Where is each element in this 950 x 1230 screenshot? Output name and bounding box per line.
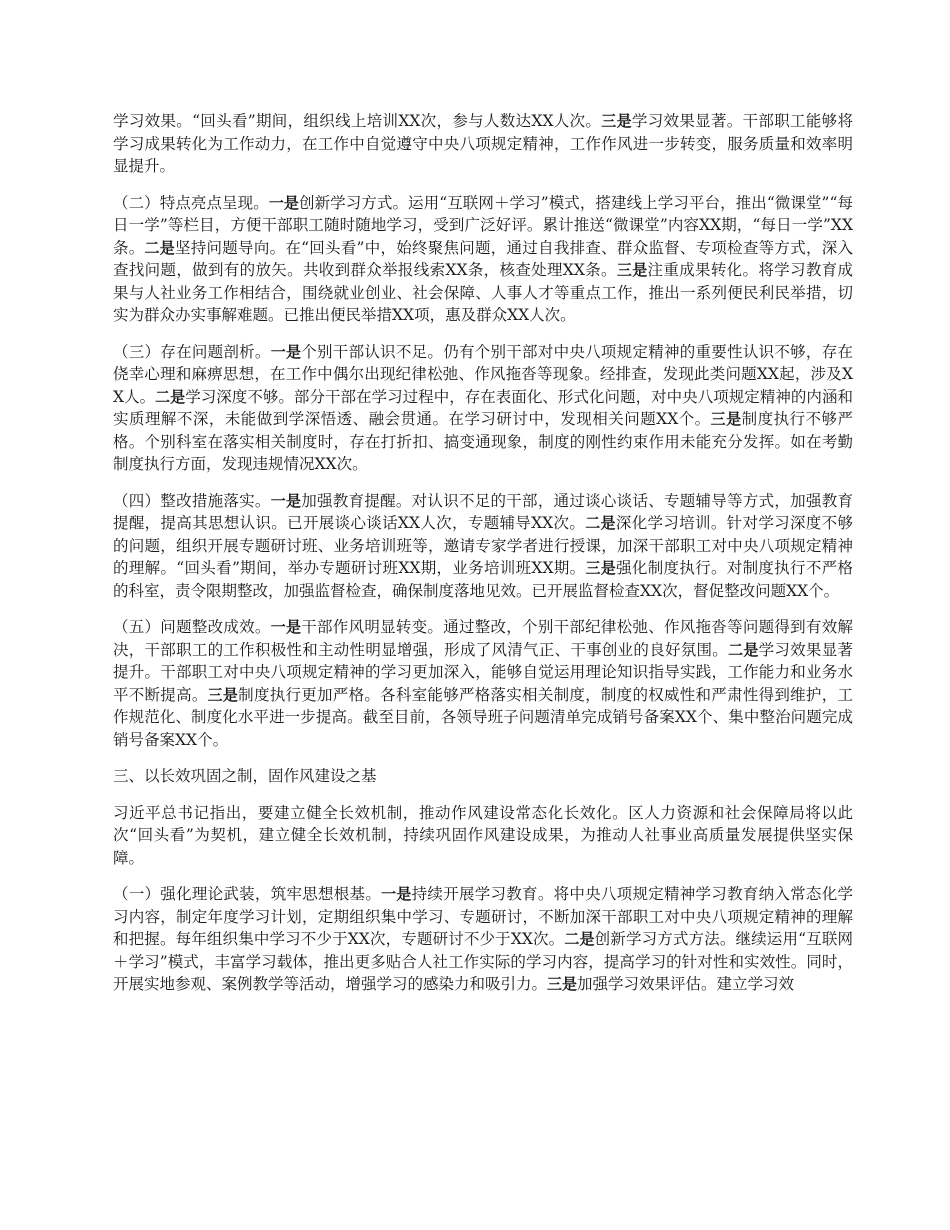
text-run: 制度执行不够严格。个别科室在落实相关制度时，存在打折扣、搞变通现象，制度的刚性约束作用未能充分发挥。如在考勤制度执行方面，发现违规情况XX次。 [113,410,853,473]
emphasis-marker: 三是 [547,975,578,993]
emphasis-marker: 三是 [601,112,632,130]
text-run: （四）整改措施落实。 [113,491,271,510]
emphasis-marker: 三是 [207,685,239,704]
text-run: 三、以长效巩固之制，固作风建设之基 [113,767,377,785]
text-run: （五）问题整改成效。 [113,618,271,636]
text-run: 加强学习效果评估。建立学习效 [577,975,795,993]
emphasis-marker: 二是 [144,238,176,257]
text-run: 创新学习方式方法。继续运用“互联网＋学习”模式，丰富学习载体，推出更多贴合人社工作实际的学习内容，提高学习的针对性和实效性。同时，开展实地参观、案例教学等活动，增强学习的感染力和吸引力。 [113,930,853,993]
text-run: 学习效果显著提升。干部职工对中央八项规定精神的学习更加深入，能够自觉运用理论知识指导实践，工作能力和业务水平不断提高。 [113,640,853,704]
emphasis-marker: 三是 [616,261,648,279]
emphasis-marker: 一是 [270,618,302,636]
emphasis-marker: 二是 [155,387,186,406]
emphasis-marker: 一是 [270,342,302,361]
text-run: 注重成果转化。将学习教育成果与人社业务工作相结合，围绕就业创业、社会保障、人事人才等重点工作，推出一系列便民利民举措，切实为群众办实事解难题。已推出便民举措XX项，惠及群众XX人次。 [113,261,853,324]
emphasis-marker: 二是 [564,930,595,948]
text-run: 学习效果。“回头看”期间，组织线上培训XX次，参与人数达XX人次。 [113,112,602,130]
text-run: 习近平总书记指出，要建立健全长效机制，推动作风建设常态化长效化。区人力资源和社会保障局将以此次“回头看”为契机，建立健全长效机制，持续巩固作风建设成果，为推动人社事业高质量发展提供坚实保障。 [113,803,853,867]
text-run: （一）强化理论武装，筑牢思想根基。 [113,885,382,903]
section-heading [113,765,853,788]
paragraph [113,802,853,870]
text-run: 坚持问题导向。在“回头看”中，始终聚焦问题，通过自我排查、群众监督、专项检查等方式，深入查找问题，做到有的放矢。共收到群众举报线索XX条，核查处理XX条。 [113,238,853,279]
emphasis-marker: 三是 [585,559,617,577]
emphasis-marker: 一是 [381,885,412,903]
text-run: 深化学习培训。针对学习深度不够的问题，组织开展专题研讨班、业务培训班等，邀请专家学者进行授课，加深干部职工对中央八项规定精神的理解。“回头看”期间，举办专题研讨班XX期，业务培训班XX期。 [113,514,853,577]
text-run: 创新学习方式。运用“互联网＋学习”模式，搭建线上学习平台，推出“微课堂”“每日一学”等栏目，方便干部职工随时随地学习，受到广泛好评。累计推送“微课堂”内容XX期，“每日一学”XX条。 [113,193,853,257]
text-run: 个别干部认识不足。仍有个别干部对中央八项规定精神的重要性认识不够，存在侥幸心理和麻痹思想，在工作中偶尔出现纪律松弛、作风拖沓等现象。经排查，发现此类问题XX起，涉及XX人。 [113,342,853,406]
text-run: （三）存在问题剖析。 [113,342,271,361]
paragraph [113,883,853,996]
text-run: 学习深度不够。部分干部在学习过程中，存在表面化、形式化问题，对中央八项规定精神的内涵和实质理解不深，未能做到学深悟透、融会贯通。在学习研讨中，发现相关问题XX个。 [113,387,853,428]
text-run: 制度执行更加严格。各科室能够严格落实相关制度，制度的权威性和严肃性得到维护，工作规范化、制度化水平进一步提高。截至目前，各领导班子问题清单完成销号备案XX个、集中整治问题完成销号备案XX个。 [113,685,853,749]
text-run: 持续开展学习教育。将中央八项规定精神学习教育纳入常态化学习内容，制定年度学习计划，定期组织集中学习、专题研讨，不断加深干部职工对中央八项规定精神的理解和把握。每年组织集中学习不少于XX次，专题研讨不少于XX次。 [113,885,853,948]
paragraph [113,110,853,178]
document-page [113,110,853,1010]
paragraph [113,490,853,603]
emphasis-marker: 二是 [585,514,616,532]
text-run: （二）特点亮点呈现。 [113,193,269,212]
text-run: 学习效果显著。干部职工能够将学习成果转化为工作动力，在工作中自觉遵守中央八项规定精神，工作作风进一步转变，服务质量和效率明显提升。 [113,112,853,175]
emphasis-marker: 一是 [268,193,299,212]
emphasis-marker: 二是 [728,640,759,659]
emphasis-marker: 三是 [710,410,742,428]
text-run: 干部作风明显转变。通过整改，个别干部纪律松弛、作风拖沓等问题得到有效解决，干部职工的工作积极性和主动性明显增强，形成了风清气正、干事创业的良好氛围。 [113,618,853,659]
text-run: 加强教育提醒。对认识不足的干部，通过谈心谈话、专题辅导等方式，加强教育提醒，提高其思想认识。已开展谈心谈话XX人次，专题辅导XX次。 [113,491,853,532]
text-run: 强化制度执行。对制度执行不严格的科室，责令限期整改，加强监督检查，确保制度落地见效。已开展监督检查XX次，督促整改问题XX个。 [113,559,853,600]
paragraph [113,192,853,327]
paragraph [113,341,853,476]
paragraph [113,616,853,751]
emphasis-marker: 一是 [270,491,302,510]
